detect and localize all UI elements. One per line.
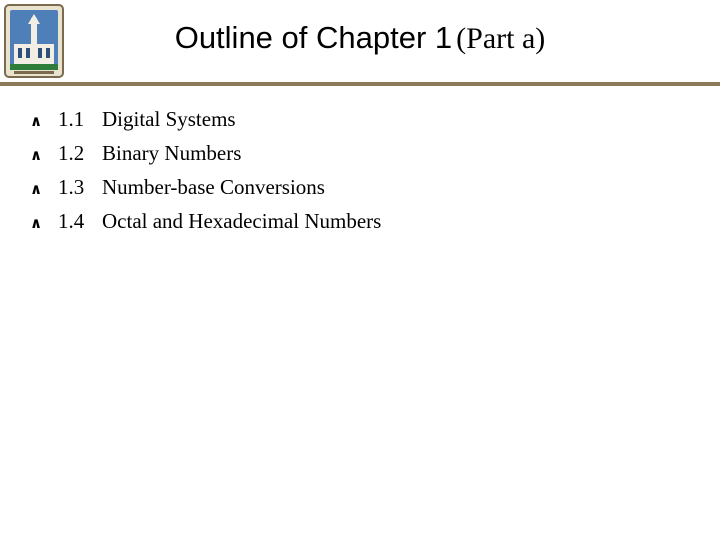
outline-item <box>30 107 381 141</box>
section-number: 1.2 <box>58 141 85 165</box>
title-main: Outline of Chapter 1 <box>174 20 453 55</box>
section-number: 1.4 <box>58 209 85 233</box>
outline-list <box>30 107 381 243</box>
section-number: 1.1 <box>58 107 85 131</box>
bullet-icon: ∧ <box>30 214 43 232</box>
section-title: Number-base Conversions <box>102 175 325 199</box>
section-title: Digital Systems <box>102 107 236 131</box>
section-number: 1.3 <box>58 175 85 199</box>
title-subtitle: (Part a) <box>456 22 546 55</box>
outline-item <box>30 209 381 243</box>
section-title: Octal and Hexadecimal Numbers <box>102 209 382 233</box>
bullet-icon: ∧ <box>30 180 43 198</box>
title-divider <box>0 82 720 86</box>
outline-item <box>30 141 381 175</box>
outline-item <box>30 175 381 209</box>
bullet-icon: ∧ <box>30 112 43 130</box>
slide-title <box>0 20 720 56</box>
section-title: Binary Numbers <box>102 141 242 165</box>
bullet-icon: ∧ <box>30 146 43 164</box>
